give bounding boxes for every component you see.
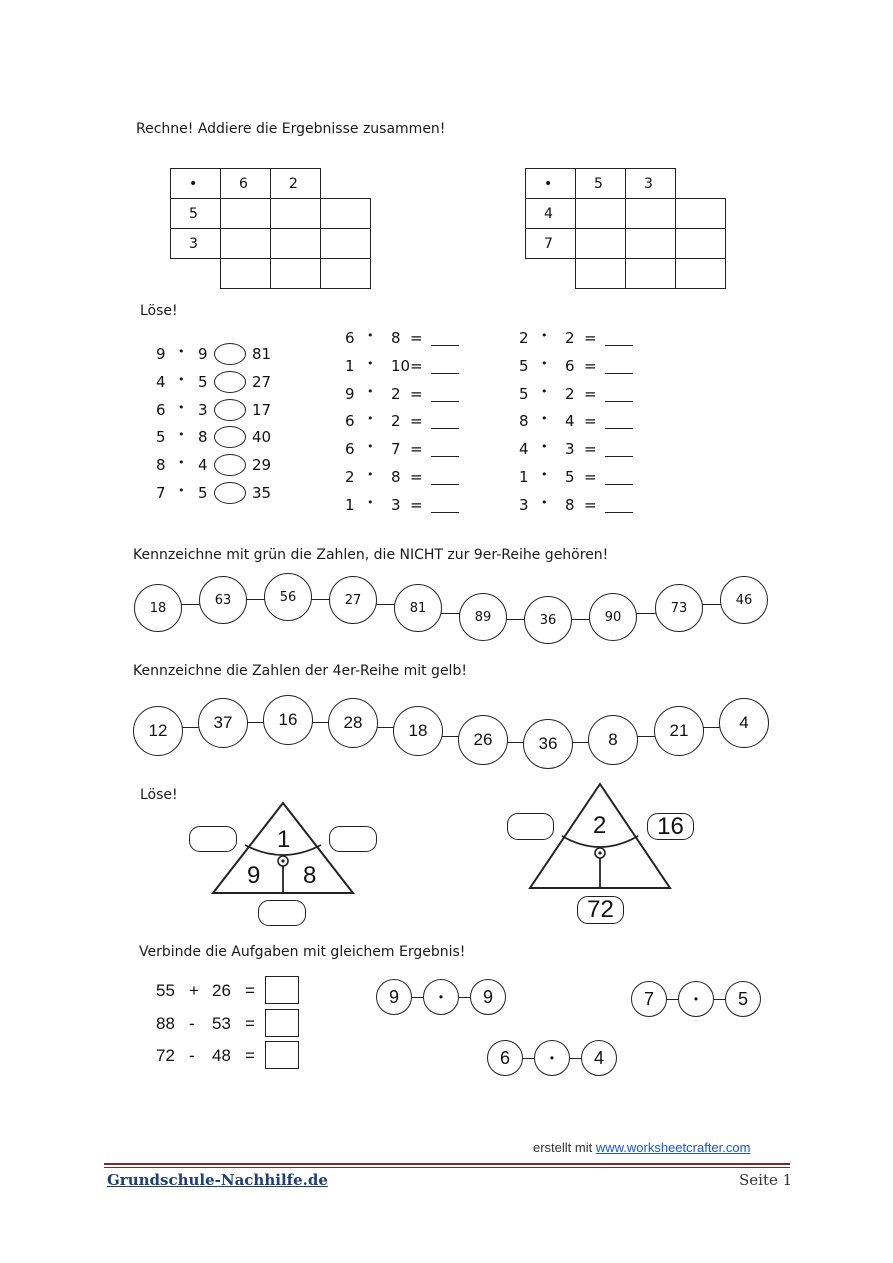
equals-sign: = bbox=[245, 1013, 255, 1033]
answer-box[interactable] bbox=[265, 976, 299, 1004]
equals-sign: = bbox=[584, 468, 597, 486]
footer-site-link[interactable]: Grundschule-Nachhilfe.de bbox=[107, 1171, 328, 1189]
answer-blank[interactable] bbox=[431, 428, 459, 429]
factor-b: 7 bbox=[391, 440, 401, 459]
triangle-2-pill-right[interactable]: 16 bbox=[647, 813, 694, 840]
number-circle[interactable]: 36 bbox=[523, 719, 573, 769]
factor-circle-a[interactable]: 6 bbox=[487, 1040, 523, 1076]
factor-a: 9 bbox=[156, 345, 166, 363]
answer-blank[interactable] bbox=[605, 484, 633, 485]
equals-sign: = bbox=[584, 495, 597, 514]
grid-cell[interactable] bbox=[576, 199, 626, 229]
grid-row-header: 7 bbox=[526, 229, 576, 259]
number-circle[interactable]: 12 bbox=[133, 706, 183, 756]
grid-row-header: 3 bbox=[171, 229, 221, 259]
grid-sum-cell[interactable] bbox=[676, 199, 726, 229]
compare-value: 81 bbox=[252, 345, 272, 363]
comparison-oval[interactable] bbox=[214, 426, 246, 448]
answer-blank[interactable] bbox=[605, 512, 633, 513]
number-circle[interactable]: 89 bbox=[459, 593, 507, 641]
triangle-1-pill-right[interactable] bbox=[329, 826, 377, 852]
compare-value: 40 bbox=[252, 428, 272, 447]
grid-col-header: 5 bbox=[576, 169, 626, 199]
times-sign: • bbox=[541, 329, 548, 342]
grid-sum-cell[interactable] bbox=[221, 259, 271, 289]
grid-cell[interactable] bbox=[626, 229, 676, 259]
grid-sum-cell[interactable] bbox=[576, 259, 626, 289]
grid-col-header: 2 bbox=[271, 169, 321, 199]
times-sign: • bbox=[178, 345, 185, 358]
number-circle[interactable]: 81 bbox=[394, 584, 442, 632]
number-circle[interactable]: 56 bbox=[264, 573, 312, 621]
heading-solve-1: Löse! bbox=[140, 303, 178, 319]
factor-b: 5 bbox=[198, 372, 208, 391]
triangle-2-top: 2 bbox=[593, 812, 607, 839]
factor-b: 6 bbox=[565, 356, 575, 375]
factor-a: 9 bbox=[345, 384, 355, 403]
factor-a: 2 bbox=[519, 329, 529, 347]
number-circle[interactable]: 16 bbox=[263, 695, 313, 745]
triangle-1-right: 8 bbox=[303, 862, 317, 889]
compare-value: 35 bbox=[252, 484, 272, 502]
equals-sign: = bbox=[410, 356, 423, 375]
grid-sum-cell[interactable] bbox=[271, 259, 321, 289]
factor-b: 8 bbox=[198, 428, 208, 447]
footer-page-number: Seite 1 bbox=[739, 1171, 793, 1189]
grid-cell[interactable] bbox=[626, 199, 676, 229]
times-sign: • bbox=[367, 356, 374, 370]
footer-rule bbox=[104, 1163, 790, 1165]
equals-sign: = bbox=[410, 495, 423, 514]
times-sign: • bbox=[541, 495, 548, 509]
factor-b: 9 bbox=[198, 345, 208, 363]
factor-circle-b[interactable]: 9 bbox=[470, 979, 506, 1015]
factor-circle-b[interactable]: 5 bbox=[725, 981, 761, 1017]
operator: - bbox=[189, 1046, 195, 1065]
equals-sign: = bbox=[410, 329, 423, 347]
equals-sign: = bbox=[584, 412, 597, 431]
credit-line bbox=[533, 1140, 750, 1155]
factor-b: 3 bbox=[198, 400, 208, 419]
answer-blank[interactable] bbox=[431, 345, 459, 346]
factor-circle-b[interactable]: 4 bbox=[581, 1040, 617, 1076]
equals-sign: = bbox=[584, 329, 597, 347]
heading-connect: Verbinde die Aufgaben mit gleichem Ergebnis! bbox=[139, 944, 466, 960]
equals-sign: = bbox=[410, 412, 423, 431]
factor-a: 5 bbox=[519, 356, 529, 375]
compare-value: 29 bbox=[252, 456, 272, 475]
factor-a: 2 bbox=[345, 468, 355, 486]
times-sign: • bbox=[541, 468, 548, 481]
multiplication-grid-2 bbox=[525, 168, 726, 289]
operand-b: 48 bbox=[212, 1046, 231, 1065]
grid-cell[interactable] bbox=[271, 199, 321, 229]
grid-cell[interactable] bbox=[221, 229, 271, 259]
times-sign: • bbox=[367, 384, 374, 398]
compare-value: 27 bbox=[252, 372, 272, 391]
answer-blank[interactable] bbox=[431, 456, 459, 457]
grid-row-header: 5 bbox=[171, 199, 221, 229]
equals-sign: = bbox=[410, 468, 423, 486]
factor-a: 6 bbox=[345, 440, 355, 459]
factor-b: 8 bbox=[391, 468, 401, 486]
times-sign: • bbox=[367, 412, 374, 426]
triangle-2-pill-bottom[interactable]: 72 bbox=[577, 896, 624, 924]
answer-blank[interactable] bbox=[605, 345, 633, 346]
factor-a: 1 bbox=[345, 495, 355, 514]
triangle-1-top: 1 bbox=[277, 826, 291, 853]
triangle-1-left: 9 bbox=[247, 862, 261, 889]
number-circle[interactable]: 26 bbox=[458, 715, 508, 765]
factor-a: 5 bbox=[519, 384, 529, 403]
compare-value: 17 bbox=[252, 400, 272, 419]
number-circle[interactable]: 8 bbox=[588, 715, 638, 765]
operand-a: 72 bbox=[156, 1046, 175, 1065]
times-sign: • bbox=[178, 484, 185, 497]
equals-sign: = bbox=[584, 356, 597, 375]
times-sign: • bbox=[178, 428, 185, 442]
factor-a: 4 bbox=[156, 372, 166, 391]
factor-a: 5 bbox=[156, 428, 166, 447]
heading-add-results: Rechne! Addiere die Ergebnisse zusammen! bbox=[136, 121, 446, 137]
comparison-oval[interactable] bbox=[214, 399, 246, 421]
grid-col-header: 3 bbox=[626, 169, 676, 199]
grid-sum-cell[interactable] bbox=[626, 259, 676, 289]
times-sign: • bbox=[178, 456, 185, 470]
answer-blank[interactable] bbox=[605, 373, 633, 374]
heading-mark-green: Kennzeichne mit grün die Zahlen, die NICHT zur 9er-Reihe gehören! bbox=[133, 547, 609, 563]
grid-sum-cell[interactable] bbox=[321, 199, 371, 229]
operator-circle[interactable]: • bbox=[678, 981, 714, 1017]
number-circle[interactable]: 37 bbox=[198, 698, 248, 748]
heading-solve-2: Löse! bbox=[140, 787, 178, 803]
number-circle[interactable]: 46 bbox=[720, 576, 768, 624]
factor-b: 2 bbox=[391, 412, 401, 431]
factor-b: 10 bbox=[391, 356, 411, 375]
grid-corner: • bbox=[171, 169, 221, 199]
factor-a: 6 bbox=[345, 412, 355, 431]
factor-a: 1 bbox=[345, 356, 355, 375]
triangle-1-pill-bottom[interactable] bbox=[258, 900, 306, 926]
operator-circle[interactable]: • bbox=[534, 1040, 570, 1076]
answer-blank[interactable] bbox=[605, 428, 633, 429]
factor-a: 4 bbox=[519, 440, 529, 459]
times-sign: • bbox=[541, 356, 548, 370]
answer-box[interactable] bbox=[265, 1009, 299, 1037]
credit-link[interactable]: www.worksheetcrafter.com bbox=[595, 1140, 751, 1155]
number-circle[interactable]: 36 bbox=[524, 596, 572, 644]
answer-blank[interactable] bbox=[431, 373, 459, 374]
grid-cell[interactable] bbox=[576, 229, 626, 259]
number-circle[interactable]: 18 bbox=[393, 706, 443, 756]
grid-col-header: 6 bbox=[221, 169, 271, 199]
number-circle[interactable]: 4 bbox=[719, 698, 769, 748]
comparison-oval[interactable] bbox=[214, 482, 246, 504]
factor-a: 3 bbox=[519, 495, 529, 514]
number-circle[interactable]: 63 bbox=[199, 576, 247, 624]
answer-blank[interactable] bbox=[431, 512, 459, 513]
times-sign: • bbox=[367, 440, 374, 454]
answer-box[interactable] bbox=[265, 1041, 299, 1069]
answer-blank[interactable] bbox=[431, 484, 459, 485]
factor-circle-a[interactable]: 7 bbox=[631, 981, 667, 1017]
number-circle[interactable]: 27 bbox=[329, 576, 377, 624]
factor-b: 4 bbox=[198, 456, 208, 475]
factor-b: 3 bbox=[565, 440, 575, 459]
triangle-1-pill-left[interactable] bbox=[189, 826, 237, 852]
comparison-oval[interactable] bbox=[214, 371, 246, 393]
factor-b: 4 bbox=[565, 412, 575, 431]
operator: + bbox=[189, 981, 199, 1000]
factor-a: 8 bbox=[156, 456, 166, 475]
factor-a: 6 bbox=[345, 329, 355, 347]
grid-total-cell[interactable] bbox=[321, 259, 371, 289]
grid-total-cell[interactable] bbox=[676, 259, 726, 289]
answer-blank[interactable] bbox=[605, 401, 633, 402]
multiplication-grid-1 bbox=[170, 168, 371, 289]
equals-sign: = bbox=[410, 440, 423, 459]
number-circle[interactable]: 18 bbox=[134, 584, 182, 632]
answer-blank[interactable] bbox=[431, 401, 459, 402]
times-sign: • bbox=[367, 468, 374, 481]
grid-row-header: 4 bbox=[526, 199, 576, 229]
times-sign: • bbox=[367, 495, 374, 509]
grid-corner: • bbox=[526, 169, 576, 199]
factor-b: 5 bbox=[198, 484, 208, 502]
factor-b: 2 bbox=[391, 384, 401, 403]
times-sign: • bbox=[541, 412, 548, 426]
factor-b: 2 bbox=[565, 384, 575, 403]
factor-b: 8 bbox=[391, 329, 401, 347]
triangle-2-pill-left[interactable] bbox=[507, 813, 554, 840]
times-sign: • bbox=[541, 440, 548, 454]
operand-a: 55 bbox=[156, 981, 175, 1000]
times-sign: • bbox=[541, 384, 548, 398]
equals-sign: = bbox=[245, 1046, 255, 1065]
grid-sum-cell[interactable] bbox=[321, 229, 371, 259]
factor-a: 7 bbox=[156, 484, 166, 502]
operator-circle[interactable]: • bbox=[423, 979, 459, 1015]
heading-mark-yellow: Kennzeichne die Zahlen der 4er-Reihe mit gelb! bbox=[133, 663, 467, 679]
number-circle[interactable]: 90 bbox=[589, 593, 637, 641]
factor-a: 6 bbox=[156, 400, 166, 419]
factor-b: 8 bbox=[565, 495, 575, 514]
number-circle[interactable]: 21 bbox=[654, 706, 704, 756]
answer-blank[interactable] bbox=[605, 456, 633, 457]
factor-a: 8 bbox=[519, 412, 529, 431]
number-circle[interactable]: 73 bbox=[655, 584, 703, 632]
grid-cell[interactable] bbox=[221, 199, 271, 229]
factor-b: 2 bbox=[565, 329, 575, 347]
equals-sign: = bbox=[245, 981, 255, 1000]
grid-cell[interactable] bbox=[271, 229, 321, 259]
times-sign: • bbox=[367, 329, 374, 342]
factor-circle-a[interactable]: 9 bbox=[376, 979, 412, 1015]
operand-a: 88 bbox=[156, 1013, 175, 1033]
equals-sign: = bbox=[584, 440, 597, 459]
factor-a: 1 bbox=[519, 468, 529, 486]
times-sign: • bbox=[178, 372, 185, 386]
comparison-oval[interactable] bbox=[214, 343, 246, 365]
factor-b: 3 bbox=[391, 495, 401, 514]
operand-b: 53 bbox=[212, 1013, 231, 1033]
equals-sign: = bbox=[584, 384, 597, 403]
grid-sum-cell[interactable] bbox=[676, 229, 726, 259]
footer-rule-thin bbox=[104, 1167, 790, 1168]
operator: - bbox=[189, 1013, 195, 1033]
factor-b: 5 bbox=[565, 468, 575, 486]
equals-sign: = bbox=[410, 384, 423, 403]
comparison-oval[interactable] bbox=[214, 454, 246, 476]
times-sign: • bbox=[178, 400, 185, 414]
operand-b: 26 bbox=[212, 981, 231, 1000]
credit-prefix: erstellt mit bbox=[533, 1140, 596, 1155]
number-circle[interactable]: 28 bbox=[328, 698, 378, 748]
